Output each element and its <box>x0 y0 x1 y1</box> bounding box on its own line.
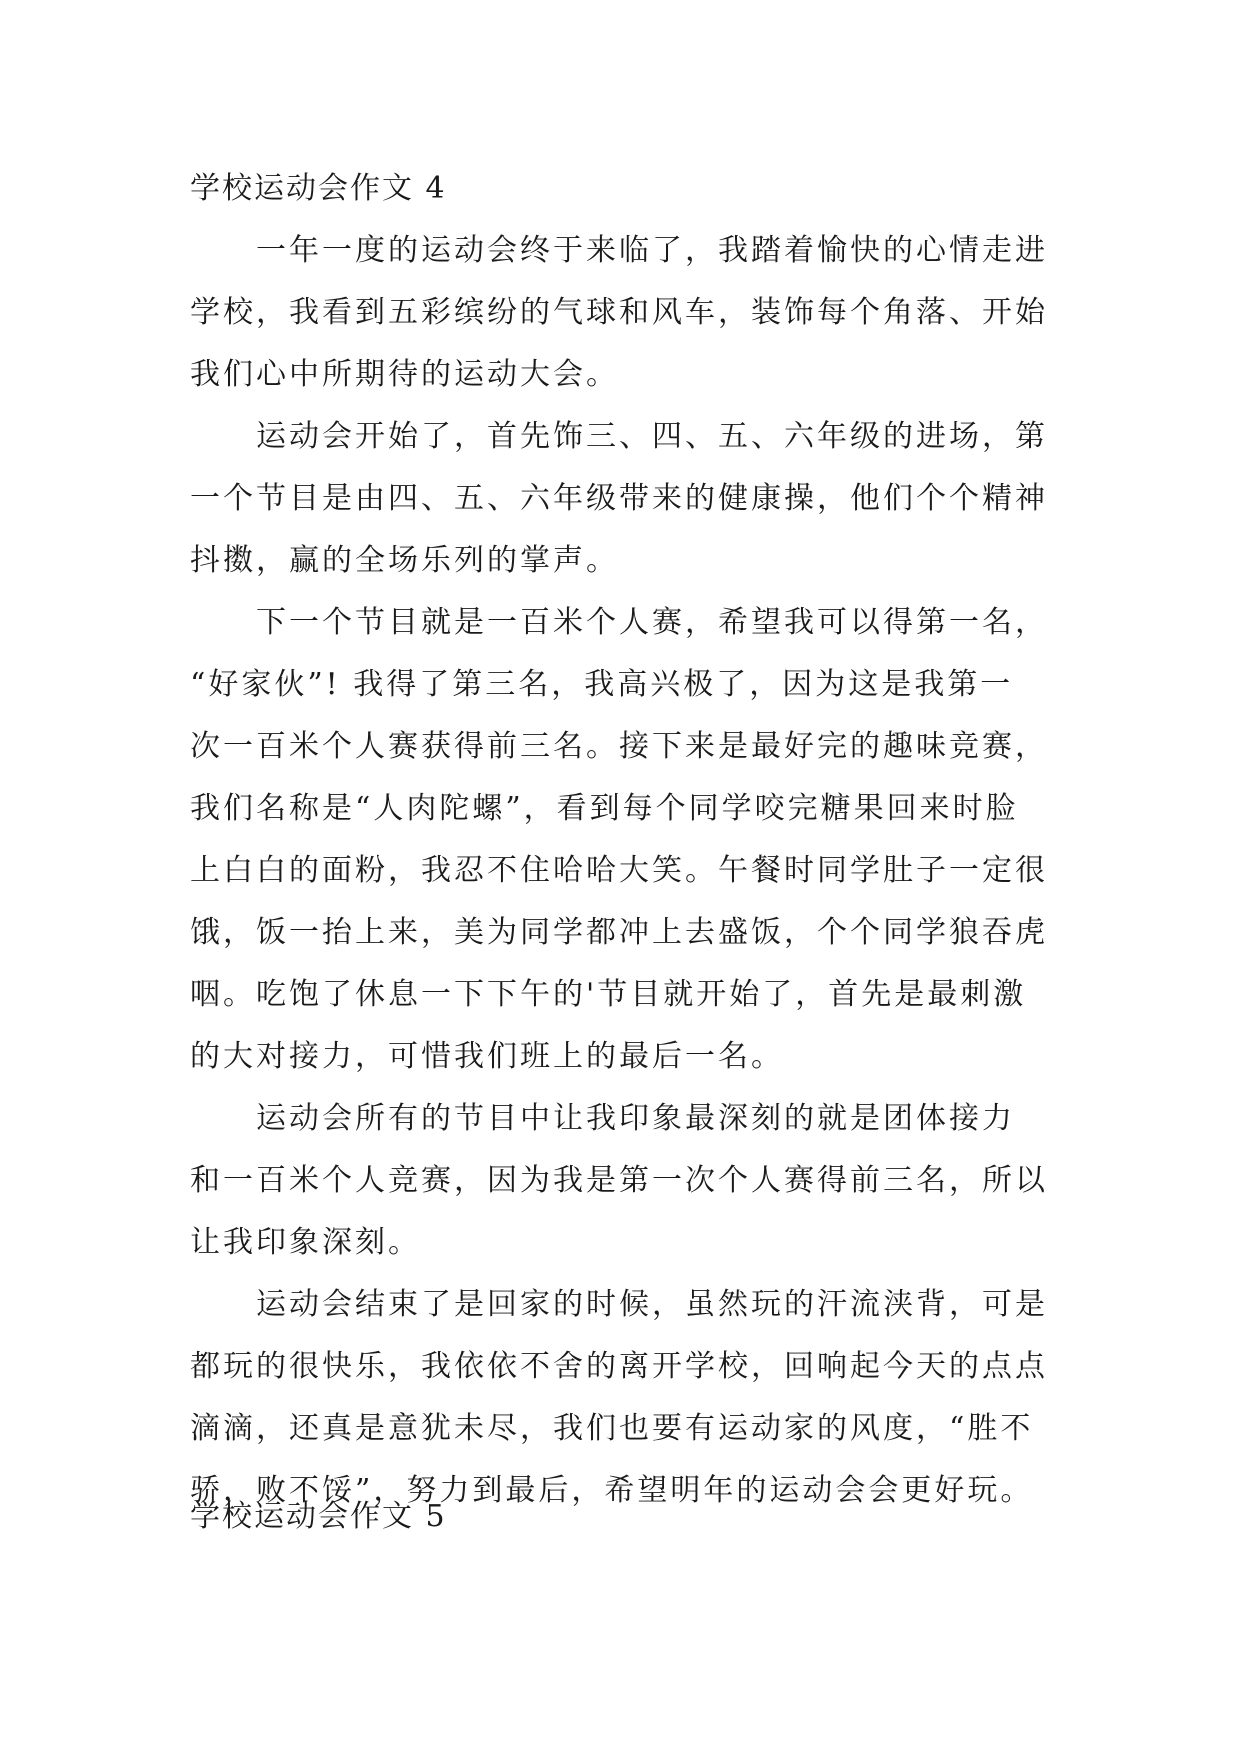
text-line: 运动会结束了是回家的时候，虽然玩的汗流浃背，可是 <box>256 1287 1048 1322</box>
text-line: 我们名称是“人肉陀螺”，看到每个同学咬完糖果回来时脸 <box>190 791 1019 826</box>
paragraph-5 <box>190 1274 1070 1522</box>
text-line: 滴滴，还真是意犹未尽，我们也要有运动家的风度，“胜不 <box>190 1411 1034 1446</box>
paragraph-1 <box>190 220 1070 406</box>
text-line: 和一百米个人竞赛，因为我是第一次个人赛得前三名，所以 <box>190 1163 1048 1198</box>
text-line: 骄，败不馁”，努力到最后，希望明年的运动会会更好玩。 <box>190 1473 1034 1508</box>
text-line: 饿，饭一抬上来，美为同学都冲上去盛饭，个个同学狼吞虎 <box>190 915 1048 950</box>
text-line: 上白白的面粉，我忍不住哈哈大笑。午餐时同学肚子一定很 <box>190 853 1048 888</box>
text-line: 运动会开始了，首先饰三、四、五、六年级的进场，第 <box>256 419 1048 454</box>
essay-5 <box>190 1486 1070 1548</box>
text-line: 抖擞，赢的全场乐列的掌声。 <box>190 543 619 578</box>
text-line: 学校，我看到五彩缤纷的气球和风车，装饰每个角落、开始 <box>190 295 1048 330</box>
essay-title: 学校运动会作文 5 <box>190 1499 447 1534</box>
paragraph-2 <box>190 406 1070 592</box>
essay-4 <box>190 158 1070 1522</box>
paragraph-3 <box>190 592 1070 1088</box>
text-line: 咽。吃饱了休息一下下午的'节目就开始了，首先是最刺激 <box>190 977 1027 1012</box>
text-line: 我们心中所期待的运动大会。 <box>190 357 619 392</box>
text-line: 次一百米个人赛获得前三名。接下来是最好完的趣味竞赛， <box>190 729 1048 764</box>
text-line: 一个节目是由四、五、六年级带来的健康操，他们个个精神 <box>190 481 1048 516</box>
text-line: 下一个节目就是一百米个人赛，希望我可以得第一名， <box>256 605 1048 640</box>
text-line: 的大对接力，可惜我们班上的最后一名。 <box>190 1039 784 1074</box>
text-line: 一年一度的运动会终于来临了，我踏着愉快的心情走进 <box>256 233 1048 268</box>
essay-title: 学校运动会作文 4 <box>190 171 447 206</box>
text-line: 都玩的很快乐，我依依不舍的离开学校，回响起今天的点点 <box>190 1349 1048 1384</box>
text-line: 运动会所有的节目中让我印象最深刻的就是团体接力 <box>256 1101 1015 1136</box>
text-line: “好家伙”! 我得了第三名，我高兴极了，因为这是我第一 <box>190 667 1014 702</box>
paragraph-4 <box>190 1088 1070 1274</box>
text-line: 让我印象深刻。 <box>190 1225 421 1260</box>
